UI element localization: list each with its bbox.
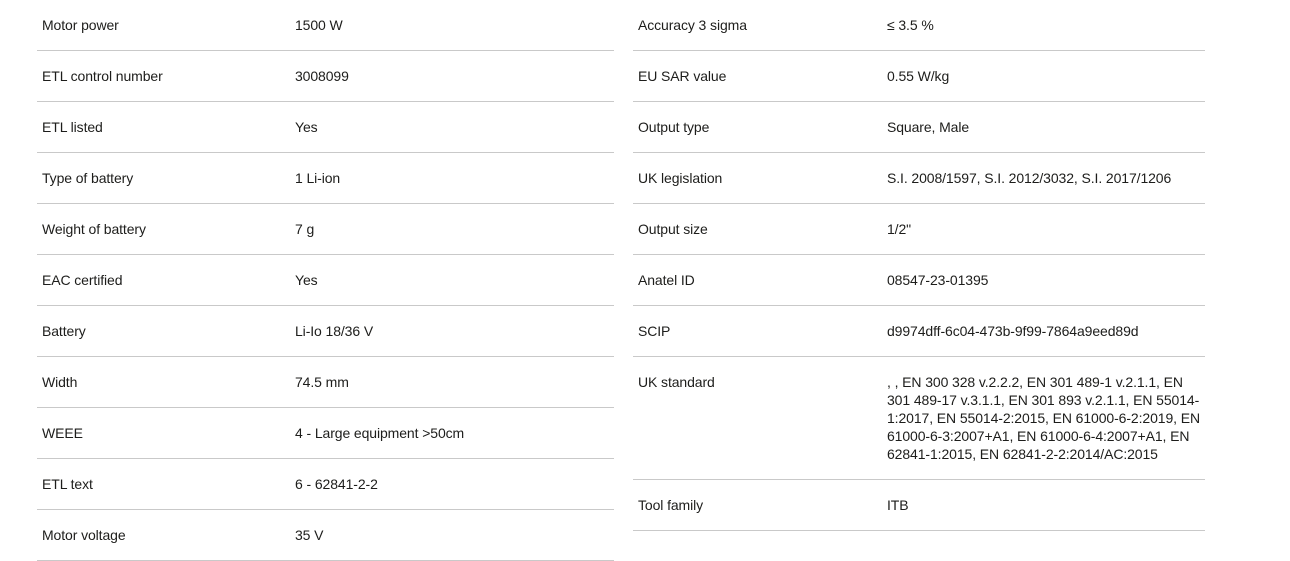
spec-row [633,306,1205,357]
spec-row [37,102,614,153]
spec-row [633,204,1205,255]
spec-label: WEEE [42,425,83,441]
spec-row [37,459,614,510]
spec-label: SCIP [638,323,671,339]
spec-value: 08547-23-01395 [887,272,989,288]
spec-row [37,153,614,204]
spec-value: , , EN 300 328 v.2.2.2, EN 301 489-1 v.2.1.1, EN 301 489-17 v.3.1.1, EN 301 893 v.2.1.1, EN 55014-1:2017, EN 55014-2:2015, EN 61000-6-2:2019, EN 61000-6-3:2007+A1, EN 61000-6-4:2007+A1, EN 62841-1:2015, EN 62841-2-2:2014/AC:2015 [887,374,1200,462]
spec-label: Width [42,374,78,390]
spec-row [633,153,1205,204]
spec-label: UK standard [638,374,715,390]
spec-row [37,255,614,306]
spec-label: ETL control number [42,68,163,84]
spec-value: 1/2" [887,221,912,237]
spec-value: 1500 W [295,17,343,33]
spec-value: ≤ 3.5 % [887,17,934,33]
spec-value: d9974dff-6c04-473b-9f99-7864a9eed89d [887,323,1139,339]
spec-label: Anatel ID [638,272,695,288]
spec-value: Square, Male [887,119,970,135]
spec-value: 7 g [295,221,315,237]
spec-value: Yes [295,119,318,135]
spec-row [633,102,1205,153]
spec-label: EU SAR value [638,68,727,84]
spec-row [37,51,614,102]
spec-row [633,51,1205,102]
spec-row [37,510,614,561]
spec-label: Tool family [638,497,704,513]
spec-row [37,204,614,255]
spec-row [37,0,614,51]
spec-value: 1 Li-ion [295,170,341,186]
spec-row [633,0,1205,51]
spec-label: Motor power [42,17,119,33]
spec-row [37,408,614,459]
spec-value: ITB [887,497,909,513]
spec-table-left [37,0,614,561]
spec-row [633,357,1205,480]
spec-label: Weight of battery [42,221,146,237]
spec-value: 3008099 [295,68,349,84]
spec-value: 74.5 mm [295,374,349,390]
spec-value: Yes [295,272,318,288]
spec-table-right [633,0,1205,531]
spec-value: 0.55 W/kg [887,68,950,84]
spec-label: Output size [638,221,708,237]
spec-value: 6 - 62841-2-2 [295,476,378,492]
spec-label: ETL listed [42,119,103,135]
spec-value: S.I. 2008/1597, S.I. 2012/3032, S.I. 2017/1206 [887,170,1172,186]
spec-label: Type of battery [42,170,134,186]
spec-label: ETL text [42,476,93,492]
spec-value: 35 V [295,527,324,543]
spec-value: Li-Io 18/36 V [295,323,374,339]
spec-value: 4 - Large equipment >50cm [295,425,465,441]
spec-label: Output type [638,119,710,135]
spec-label: UK legislation [638,170,723,186]
spec-row [633,480,1205,531]
spec-label: EAC certified [42,272,123,288]
spec-row [37,357,614,408]
spec-label: Battery [42,323,86,339]
spec-row [37,306,614,357]
spec-label: Motor voltage [42,527,126,543]
spec-label: Accuracy 3 sigma [638,17,747,33]
spec-row [633,255,1205,306]
